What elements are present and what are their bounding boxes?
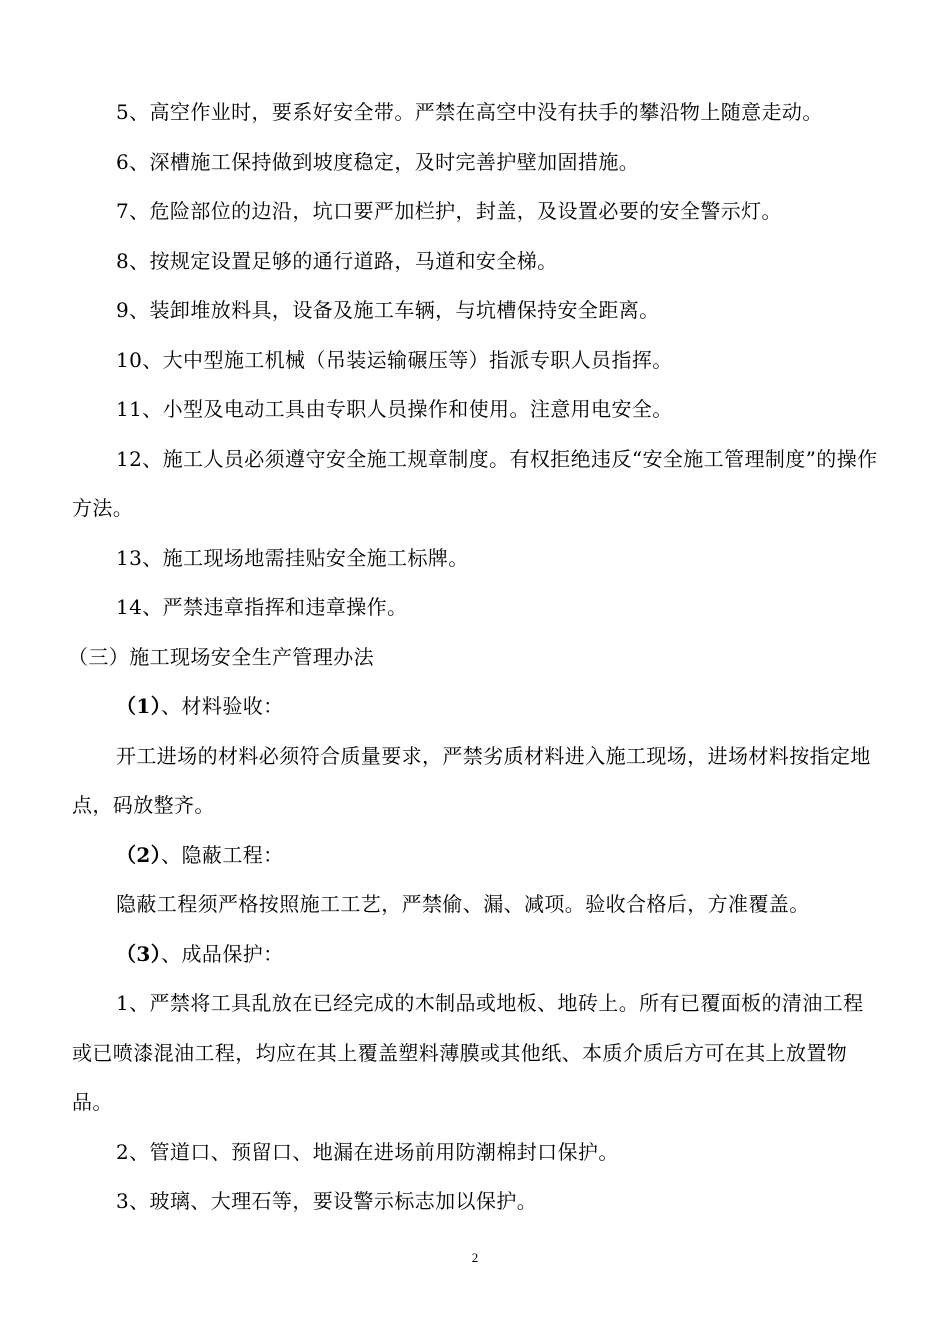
- subsection-number: （2）: [116, 842, 162, 867]
- rule-paragraph-9: 9、装卸堆放料具，设备及施工车辆，与坑槽保持安全距离。: [116, 298, 660, 322]
- page-number: 2: [471, 1250, 479, 1265]
- materials-body: 开工进场的材料必须符合质量要求，严禁劣质材料进入施工现场，进场材料按指定地点，码放整齐。: [72, 743, 871, 817]
- protection-item-2: 2、管道口、预留口、地漏在进场前用防潮棉封口保护。: [116, 1139, 619, 1164]
- rule-paragraph-8: 8、按规定设置足够的通行道路，马道和安全梯。: [116, 248, 558, 273]
- protection-item-3: 3、玻璃、大理石等，要设警示标志加以保护。: [116, 1189, 538, 1213]
- subsection-number: （1）: [116, 694, 162, 718]
- subsection-label: 、成品保护：: [161, 941, 284, 966]
- rule-paragraph-5: 5、高空作业时，要系好安全带。严禁在高空中没有扶手的攀沿物上随意走动。: [116, 100, 823, 124]
- concealed-works-body: 隐蔽工程须严格按照施工工艺，严禁偷、漏、减项。验收合格后，方准覆盖。: [116, 892, 810, 916]
- rule-paragraph-7: 7、危险部位的边沿，坑口要严加栏护，封盖，及设置必要的安全警示灯。: [116, 199, 782, 223]
- section-heading: （三）施工现场安全生产管理办法: [68, 644, 374, 669]
- protection-item-1: 1、严禁将工具乱放在已经完成的木制品或地板、地砖上。所有已覆面板的清油工程或已喷漆混油工程，均应在其上覆盖塑料薄膜或其他纸、本质介质后方可在其上放置物品。: [72, 991, 864, 1114]
- subsection-heading-concealed-works: [72, 831, 882, 881]
- subsection-number: （3）: [116, 941, 162, 966]
- rule-paragraph-12: 12、施工人员必须遵守安全施工规章制度。有权拒绝违反“安全施工管理制度”的操作方法。: [72, 446, 878, 520]
- rule-paragraph-13: 13、施工现场地需挂贴安全施工标牌。: [116, 545, 469, 570]
- subsection-heading-materials: [72, 682, 882, 732]
- subsection-label: 、材料验收：: [161, 694, 284, 718]
- document-body: [68, 88, 882, 1227]
- subsection-label: 、隐蔽工程：: [161, 842, 284, 867]
- rule-paragraph-14: 14、严禁违章指挥和违章操作。: [116, 595, 408, 619]
- rule-paragraph-11: 11、小型及电动工具由专职人员操作和使用。注意用电安全。: [116, 397, 673, 421]
- subsection-heading-product-protection: [72, 930, 882, 980]
- rule-paragraph-6: 6、深槽施工保持做到坡度稳定，及时完善护壁加固措施。: [116, 149, 640, 174]
- rule-paragraph-10: 10、大中型施工机械（吊装运输碾压等）指派专职人员指挥。: [116, 347, 673, 372]
